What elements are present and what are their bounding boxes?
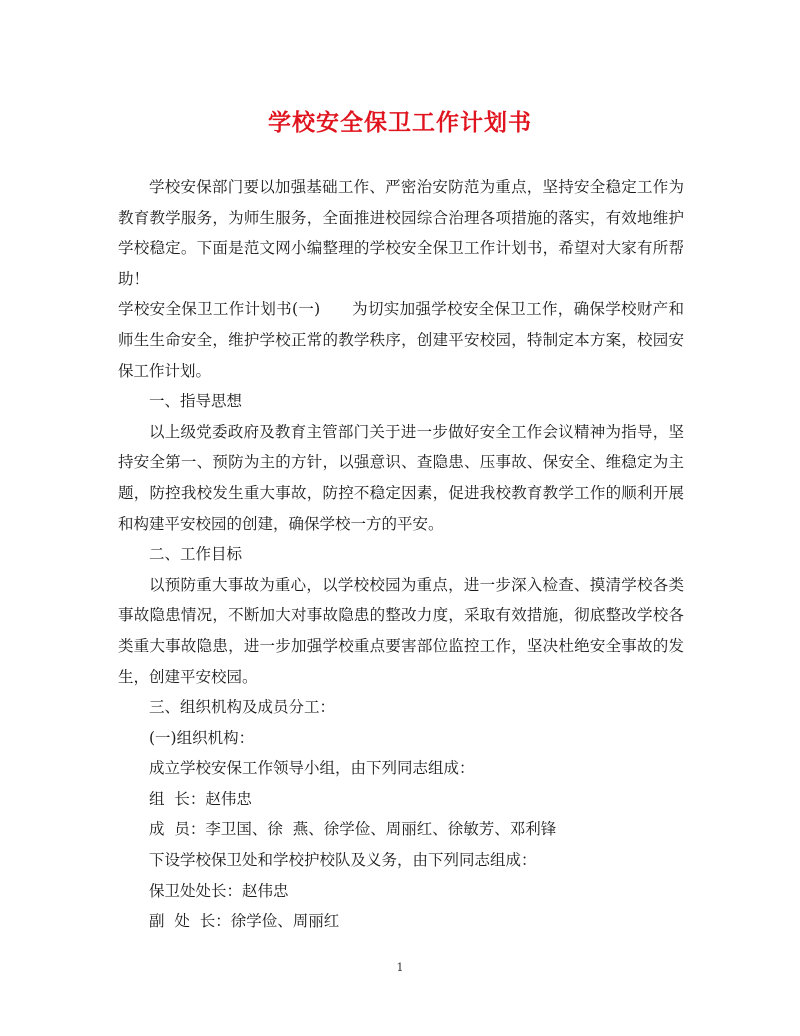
plan-paragraph [118,294,684,386]
section1-heading: 一、指导思想 [149,392,243,411]
plan-gap [320,300,352,318]
section1-paragraph: 以上级党委政府及教育主管部门关于进一步做好安全工作会议精神为指导，坚持安全第一、预防为主的方针，以强意识、查隐患、压事故、保安全、维稳定为主题，防控我校发生重大事故，防控不稳定因素，促进我校教育教学工作的顺利开展和构建平安校园的创建，确保学校一方的平安。 [118,422,684,533]
leader-line: 组 长：赵伟忠 [149,789,252,808]
document-body [118,172,684,937]
intro-paragraph: 学校安保部门要以加强基础工作、严密治安防范为重点，坚持安全稳定工作为教育教学服务，为师生服务，全面推进校园综合治理各项措施的落实，有效地维护学校稳定。下面是范文网小编整理的学校安全保卫工作计划书，希望对大家有所帮助！ [118,178,684,288]
section3-heading: 三、组织机构及成员分工： [149,698,336,717]
members-line: 成 员：李卫国、徐 燕、徐学俭、周丽红、徐敏芳、邓利锋 [149,820,557,839]
document-title: 学校安全保卫工作计划书 [268,109,532,136]
section2-heading: 二、工作目标 [149,545,243,564]
deputy-line: 副 处 长：徐学俭、周丽红 [149,912,340,931]
sub1-heading: (一)组织机构： [149,728,255,747]
page-number: 1 [396,961,404,974]
section2-paragraph: 以预防重大事故为重心，以学校校园为重点，进一步深入检查、摸清学校各类事故隐患情况，不断加大对事故隐患的整改力度，采取有效措施，彻底整改学校各类重大事故隐患，进一步加强学校重点要害部位监控工作，坚决杜绝安全事故的发生，创建平安校园。 [118,575,684,686]
group-line: 成立学校安保工作领导小组，由下列同志组成： [149,759,475,778]
plan-text: 为切实加强学校安全保卫工作，确保学校财产和师生生命安全，维护学校正常的教学秩序，创建平安校园，特制定本方案，校园安保工作计划。 [118,300,684,380]
sub-group-line: 下设学校保卫处和学校护校队及义务，由下列同志组成： [149,851,537,870]
plan-heading: 学校安全保卫工作计划书(一) [118,300,321,319]
chief-line: 保卫处处长：赵伟忠 [149,881,289,900]
